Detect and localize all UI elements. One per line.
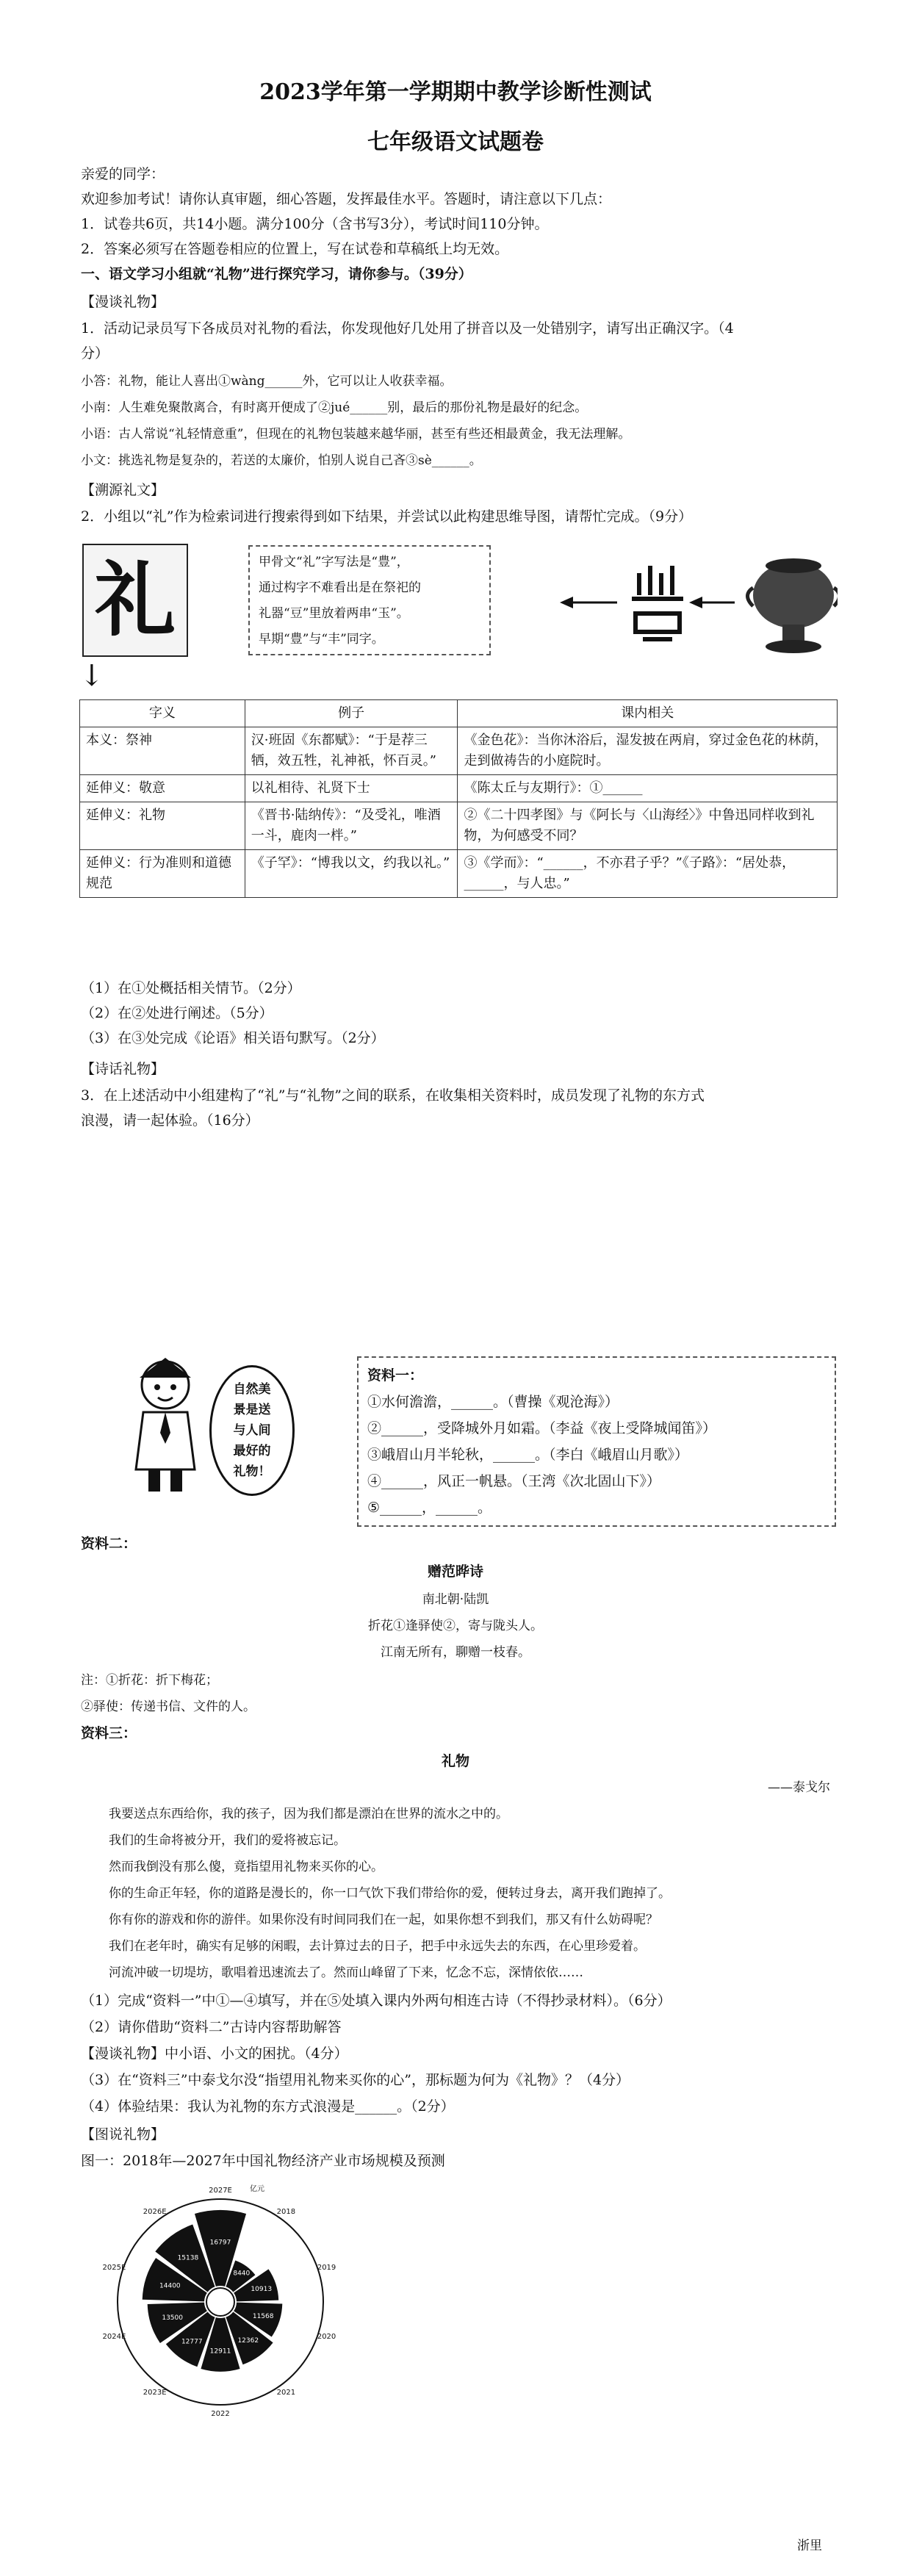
oracle-note-line3: 礼器“豆”里放着两串“玉”。 bbox=[259, 606, 409, 621]
chart-value-label: 12362 bbox=[237, 2336, 259, 2345]
chart-value-label: 15138 bbox=[177, 2254, 199, 2262]
chart-category-label: 2020 bbox=[317, 2332, 336, 2341]
table-cell: 汉·班固《东都赋》：“于是荐三牺，效五牲，礼神祇，怀百灵。” bbox=[245, 727, 458, 775]
material-1-line: ③峨眉山月半轮秋，______。（李白《峨眉山月歌》） bbox=[367, 1447, 689, 1463]
bubble-line: 礼物！ bbox=[233, 1464, 271, 1479]
material-1-box bbox=[357, 1356, 836, 1527]
word-meaning-table bbox=[79, 699, 838, 898]
question-3-cont: 浪漫，请一起体验。（16分） bbox=[81, 1112, 259, 1129]
market-size-radial-chart bbox=[88, 2181, 353, 2416]
material-1-title: 资料一： bbox=[367, 1367, 424, 1384]
oracle-note-line1: 甲骨文“礼”字写法是“豊”， bbox=[259, 555, 409, 569]
chart-category-label: 2018 bbox=[276, 2208, 296, 2217]
chart-category-label: 2023E bbox=[143, 2388, 167, 2397]
essay-author: ——泰戈尔 bbox=[768, 1780, 830, 1795]
material-1-line: ④______，风正一帆悬。（王湾《次北固山下》） bbox=[367, 1473, 661, 1489]
section-heading: 一、语文学习小组就“礼物”进行探究学习，请你参与。（39分） bbox=[81, 266, 472, 282]
table-cell: 《晋书·陆纳传》：“及受礼，唯酒一斗，鹿肉一柈。” bbox=[245, 802, 458, 850]
essay-paragraph: 然而我倒没有那么傻，竟指望用礼物来买你的心。 bbox=[109, 1860, 384, 1874]
oracle-glyph-icon bbox=[632, 566, 683, 639]
chart-category-label: 2022 bbox=[211, 2410, 230, 2416]
ritual-vessel-illustration bbox=[500, 544, 838, 661]
li-character: 礼 bbox=[95, 553, 176, 647]
figure-title: 图一：2018年—2027年中国礼物经济产业市场规模及预测 bbox=[81, 2153, 445, 2169]
chart-value-label: 12777 bbox=[181, 2338, 203, 2346]
table-header: 字义 bbox=[80, 700, 245, 727]
table-header: 例子 bbox=[245, 700, 458, 727]
speech-bubble bbox=[209, 1365, 295, 1496]
chart-value-label: 16797 bbox=[209, 2239, 231, 2247]
essay-title: 礼物 bbox=[441, 1753, 469, 1769]
chart-value-label: 12911 bbox=[209, 2347, 231, 2356]
note-xiaoyu: 小语：古人常说“礼轻情意重”，但现在的礼物包装越来越华丽，甚至有些还相最黄金，我无法理解。 bbox=[81, 427, 631, 442]
table-row bbox=[80, 775, 838, 802]
essay-paragraph: 我要送点东西给你，我的孩子，因为我们都是漂泊在世界的流水之中的。 bbox=[109, 1807, 508, 1821]
chart-center-hub bbox=[206, 2288, 234, 2316]
essay-paragraph: 你的生命正年轻，你的道路是漫长的，你一口气饮下我们带给你的爱，便转过身去，离开我们跑掉了。 bbox=[109, 1886, 671, 1901]
li-character-image bbox=[82, 544, 188, 657]
poem-note-2: ②驿使：传递书信、文件的人。 bbox=[81, 1699, 256, 1714]
poem-note-1: 注：①折花：折下梅花； bbox=[81, 1673, 218, 1688]
part3-tag: 【诗话礼物】 bbox=[81, 1061, 165, 1077]
table-cell: 本义：祭神 bbox=[80, 727, 245, 775]
part4-tag: 【图说礼物】 bbox=[81, 2126, 165, 2143]
table-row bbox=[80, 802, 838, 850]
part2-tag: 【溯源礼文】 bbox=[81, 482, 165, 498]
bronze-dou-vessel-icon bbox=[748, 558, 838, 653]
sub-question-1: （1）在①处概括相关情节。（2分） bbox=[81, 980, 301, 996]
table-cell: 延伸义：行为准则和道德规范 bbox=[80, 850, 245, 898]
poem-title: 赠范晔诗 bbox=[427, 1564, 483, 1580]
poem-line-1: 折花①逢驿使②，寄与陇头人。 bbox=[368, 1619, 543, 1633]
essay-paragraph: 你有你的游戏和你的游伴。如果你没有时间同我们在一起，如果你想不到我们，那又有什么妨碍呢？ bbox=[109, 1913, 658, 1927]
material-question: （3）在“资料三”中泰戈尔没“指望用礼物来买你的心”，那标题为何为《礼物》？（4分） bbox=[81, 2072, 630, 2088]
oracle-note-line2: 通过构字不难看出是在祭祀的 bbox=[259, 580, 421, 595]
bubble-line: 与人间 bbox=[233, 1423, 271, 1438]
table-cell: ②《二十四孝图》与《阿长与〈山海经〉》中鲁迅同样收到礼物，为何感受不同？ bbox=[458, 802, 838, 850]
essay-paragraph: 河流冲破一切堤坊，歌唱着迅速流去了。然而山峰留了下来，忆念不忘，深情依依…… bbox=[109, 1965, 583, 1980]
chart-category-label: 2024E bbox=[102, 2332, 126, 2341]
chart-category-label: 2027E bbox=[209, 2187, 232, 2195]
rule-2: 2．答案必须写在答题卷相应的位置上，写在试卷和草稿纸上均无效。 bbox=[81, 241, 509, 257]
essay-paragraph: 我们的生命将被分开，我们的爱将被忘记。 bbox=[109, 1833, 346, 1848]
material-question: （1）完成“资料一”中①—④填写，并在⑤处填入课内外两句相连古诗（不得抄录材料）。（6分） bbox=[81, 1993, 671, 2009]
table-header-row bbox=[80, 700, 838, 727]
essay-paragraph: 我们在老年时，确实有足够的闲暇，去计算过去的日子，把手中永远失去的东西，在心里珍爱着。 bbox=[109, 1939, 646, 1954]
question-1-cont: 分） bbox=[81, 345, 109, 361]
sub-question-3: （3）在③处完成《论语》相关语句默写。（2分） bbox=[81, 1030, 385, 1046]
chart-value-label: 11568 bbox=[252, 2312, 274, 2320]
poem-line-2: 江南无所有，聊赠一枝春。 bbox=[381, 1645, 530, 1660]
arrow-head-2 bbox=[689, 597, 702, 608]
table-cell: 以礼相待、礼贤下士 bbox=[245, 775, 458, 802]
exam-subtitle: 七年级语文试题卷 bbox=[367, 129, 544, 155]
chart-category-label: 2026E bbox=[143, 2208, 167, 2217]
question-2: 2．小组以“礼”作为检索词进行搜索得到如下结果，并尝试以此构建思维导图，请帮忙完成。（9分） bbox=[81, 508, 693, 525]
chart-category-label: 2021 bbox=[276, 2388, 296, 2397]
student-cartoon-icon bbox=[125, 1352, 206, 1499]
chart-category-label: 2025E bbox=[102, 2264, 126, 2273]
footer-watermark: 浙里 bbox=[797, 2539, 822, 2553]
material-question: 【漫谈礼物】中小语、小文的困扰。（4分） bbox=[81, 2046, 348, 2062]
material-1-line: ②______，受降城外月如霜。（李益《夜上受降城闻笛》） bbox=[367, 1420, 717, 1436]
exam-title: 2023学年第一学期期中教学诊断性测试 bbox=[259, 79, 652, 105]
chart-value-label: 10913 bbox=[251, 2285, 273, 2293]
table-header: 课内相关 bbox=[458, 700, 838, 727]
sub-question-2: （2）在②处进行阐述。（5分） bbox=[81, 1005, 273, 1021]
table-cell: 延伸义：礼物 bbox=[80, 802, 245, 850]
poem-author: 南北朝·陆凯 bbox=[422, 1592, 489, 1607]
question-1: 1．活动记录员写下各成员对礼物的看法，你发现他好几处用了拼音以及一处错别字，请写出正确汉字。（4 bbox=[81, 320, 734, 337]
material-3-title: 资料三： bbox=[81, 1725, 137, 1741]
part1-tag: 【漫谈礼物】 bbox=[81, 294, 165, 310]
material-1-line: ①水何澹澹，______。（曹操《观沧海》） bbox=[367, 1394, 619, 1410]
down-arrow: ↓ bbox=[79, 659, 104, 693]
welcome-text: 欢迎参加考试！请你认真审题，细心答题，发挥最佳水平。答题时，请注意以下几点： bbox=[81, 191, 612, 207]
bubble-line: 景是送 bbox=[233, 1403, 271, 1417]
note-xiaoda: 小答：礼物，能让人喜出①wàng______外，它可以让人收获幸福。 bbox=[81, 374, 453, 389]
oracle-bone-note bbox=[248, 545, 491, 655]
rule-1: 1．试卷共6页，共14小题。满分100分（含书写3分），考试时间110分钟。 bbox=[81, 216, 549, 232]
table-cell: 延伸义：敬意 bbox=[80, 775, 245, 802]
bubble-line: 最好的 bbox=[233, 1444, 271, 1458]
table-row bbox=[80, 727, 838, 775]
material-2-title: 资料二： bbox=[81, 1536, 137, 1552]
note-xiaonan: 小南：人生难免聚散离合，有时离开便成了②jué______别，最后的那份礼物是最好的纪念。 bbox=[81, 400, 588, 415]
chart-unit-label: 亿元 bbox=[250, 2185, 264, 2193]
arrow-head-1 bbox=[560, 597, 573, 608]
oracle-note-line4: 早期“豊”与“丰”同字。 bbox=[259, 632, 384, 647]
material-1-line: ⑤______，______。 bbox=[367, 1500, 492, 1516]
table-row bbox=[80, 850, 838, 898]
bubble-line: 自然美 bbox=[233, 1382, 271, 1397]
table-cell: ③《学而》：“______，不亦君子乎？”《子路》：“居处恭，______，与人忠。” bbox=[458, 850, 838, 898]
material-question: （4）体验结果：我认为礼物的东方式浪漫是______。（2分） bbox=[81, 2098, 455, 2115]
table-cell: 《子罕》：“博我以文，约我以礼。” bbox=[245, 850, 458, 898]
chart-value-label: 8440 bbox=[233, 2270, 251, 2278]
greeting: 亲爱的同学： bbox=[81, 166, 165, 182]
material-question: （2）请你借助“资料二”古诗内容帮助解答 bbox=[81, 2019, 342, 2035]
note-xiaowen: 小文：挑选礼物是复杂的，若送的太廉价，怕别人说自己吝③sè______。 bbox=[81, 453, 482, 468]
chart-value-label: 13500 bbox=[162, 2314, 184, 2323]
table-cell: 《金色花》：当你沐浴后，湿发披在两肩，穿过金色花的林荫，走到做祷告的小庭院时。 bbox=[458, 727, 838, 775]
chart-value-label: 14400 bbox=[159, 2282, 181, 2290]
chart-category-label: 2019 bbox=[317, 2264, 336, 2273]
table-cell: 《陈太丘与友期行》：①______ bbox=[458, 775, 838, 802]
question-3: 3．在上述活动中小组建构了“礼”与“礼物”之间的联系，在收集相关资料时，成员发现了礼物的东方式 bbox=[81, 1087, 705, 1104]
